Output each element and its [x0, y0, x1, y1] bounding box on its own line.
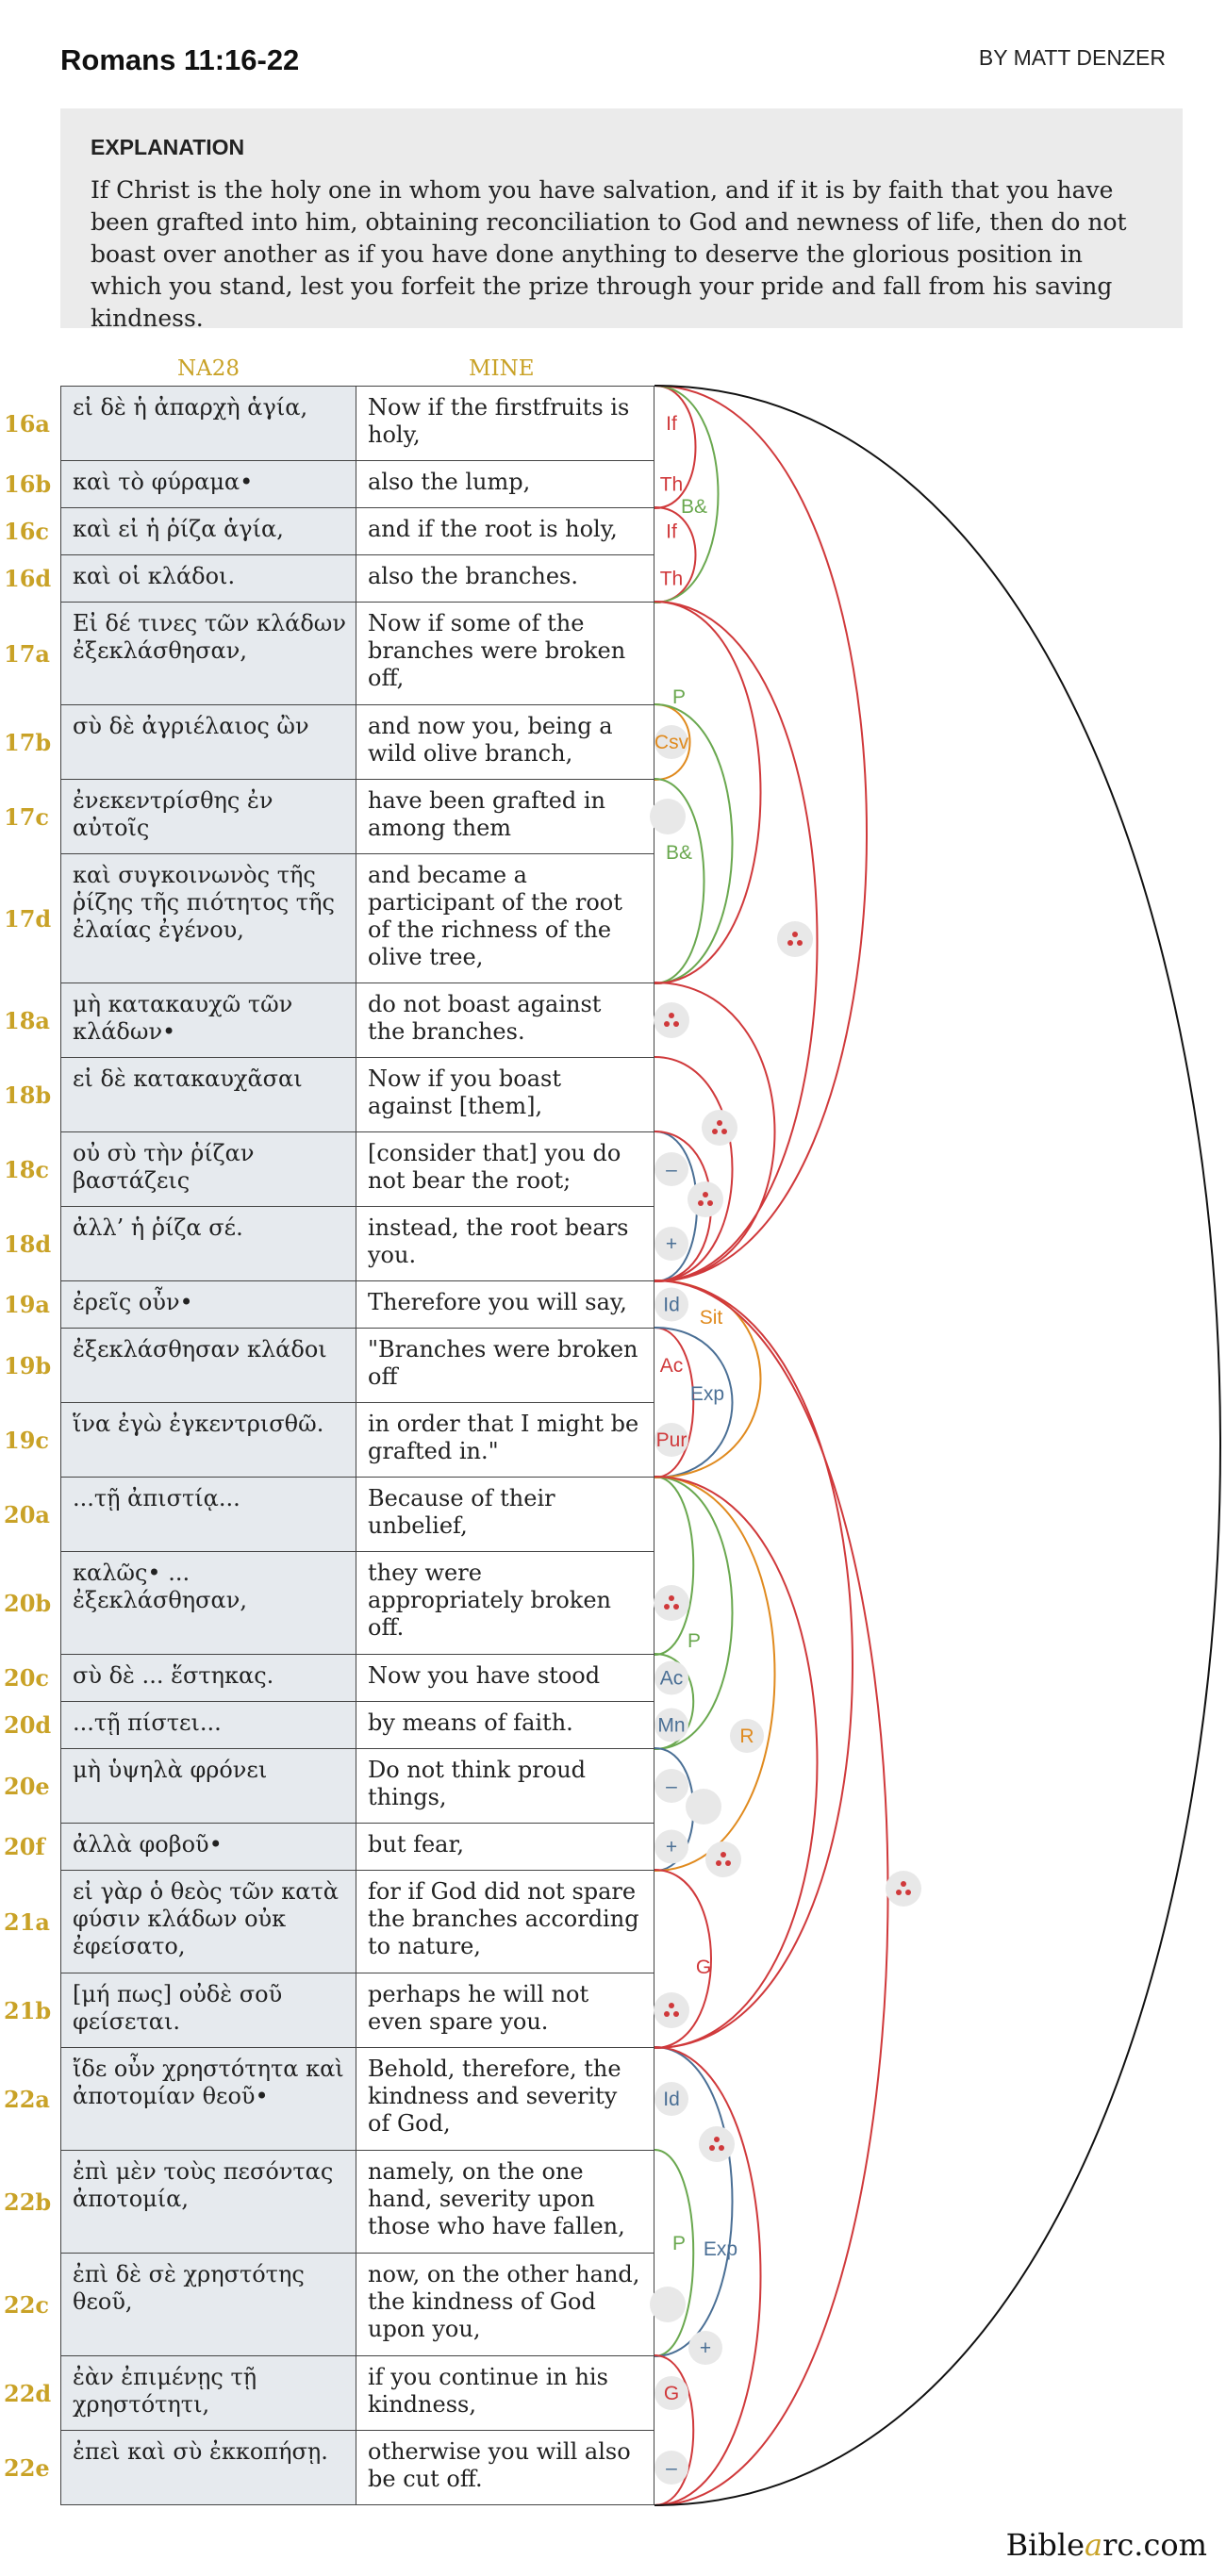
greek-cell: καλῶς• ... ἐξεκλάσθησαν, — [60, 1551, 356, 1655]
english-cell: and became a participant of the root of the richness of the olive tree, — [356, 853, 654, 983]
greek-cell: οὐ σὺ τὴν ῥίζαν βαστάζεις — [60, 1131, 356, 1207]
greek-cell: καὶ τὸ φύραμα• — [60, 460, 356, 508]
english-cell: Behold, therefore, the kindness and severity of God, — [356, 2047, 654, 2151]
english-cell: and if the root is holy, — [356, 507, 654, 555]
collapsed-node-icon[interactable] — [699, 2126, 735, 2162]
greek-cell: εἰ δὲ ἡ ἀπαρχὴ ἁγία, — [60, 386, 356, 461]
collapsed-node-icon[interactable] — [688, 1181, 723, 1217]
collapsed-node-icon[interactable] — [705, 1841, 741, 1877]
verse-label: 21b — [4, 1996, 52, 2024]
explanation-text: If Christ is the holy one in whom you have salvation, and if it is by faith that you have been grafted into him, obtaining reconciliation to God and newness of life, then do not boast over another as if you have done anything to deserve the glorious position in which you stand, lest you forfeit the prize through your pride and fall from his saving kindness. — [91, 176, 1127, 332]
column-header-greek: NA28 — [177, 356, 240, 381]
greek-cell: ἐὰν ἐπιμένῃς τῇ χρηστότητι, — [60, 2355, 356, 2431]
collapsed-node-dot — [673, 2011, 679, 2017]
verse-label: 16a — [4, 409, 50, 438]
greek-cell: ...τῇ πίστει... — [60, 1701, 356, 1749]
empty-node[interactable] — [650, 2287, 686, 2322]
english-cell: Do not think proud things, — [356, 1748, 654, 1824]
english-cell: otherwise you will also be cut off. — [356, 2430, 654, 2505]
verse-label: 22d — [4, 2379, 52, 2407]
collapsed-node-dot — [664, 1604, 670, 1610]
collapsed-node-dot — [703, 1192, 708, 1197]
greek-cell: ἐρεῖς οὖν• — [60, 1280, 356, 1329]
arc-label[interactable]: – — [666, 2457, 677, 2479]
arc-label[interactable]: If — [666, 413, 677, 435]
verse-label: 20b — [4, 1589, 52, 1617]
collapsed-node-dot — [709, 2145, 715, 2151]
english-cell: Because of their unbelief, — [356, 1477, 654, 1552]
verse-label: 22c — [4, 2290, 50, 2319]
biblearc-logo[interactable]: Biblearc.com — [1005, 2527, 1207, 2563]
greek-cell: ...τῇ ἀπιστίᾳ... — [60, 1477, 356, 1552]
arc-label[interactable]: B& — [665, 842, 693, 864]
arc-label[interactable]: G — [695, 1957, 712, 1978]
greek-cell: καὶ εἰ ἡ ῥίζα ἁγία, — [60, 507, 356, 555]
arc-label[interactable]: Th — [659, 568, 684, 590]
arc-label[interactable]: Ac — [659, 1355, 684, 1377]
english-cell: and now you, being a wild olive branch, — [356, 704, 654, 780]
arc-label[interactable]: Mn — [657, 1714, 686, 1737]
english-cell: perhaps he will not even spare you. — [356, 1973, 654, 2048]
arc-label[interactable]: P — [671, 2233, 687, 2254]
greek-cell: εἰ δὲ κατακαυχᾶσαι — [60, 1057, 356, 1132]
english-cell: Now if you boast against [them], — [356, 1057, 654, 1132]
greek-cell: ἀλλ’ ἡ ῥίζα σέ. — [60, 1206, 356, 1281]
english-cell: by means of faith. — [356, 1701, 654, 1749]
arc-line — [654, 1280, 853, 2048]
arc-label[interactable]: Pur — [655, 1429, 688, 1451]
collapsed-node-icon[interactable] — [654, 1002, 689, 1038]
collapsed-node-dot — [707, 1200, 713, 1206]
verse-label: 20d — [4, 1711, 52, 1739]
collapsed-node-dot — [721, 1129, 727, 1134]
verse-label: 18a — [4, 1006, 50, 1034]
arc-label[interactable]: + — [665, 1836, 678, 1858]
english-cell: but fear, — [356, 1823, 654, 1871]
verse-label: 22b — [4, 2188, 52, 2216]
verse-label: 20f — [4, 1833, 45, 1860]
arc-label[interactable]: Th — [659, 473, 684, 496]
collapsed-node-icon[interactable] — [702, 1110, 737, 1146]
main-arc — [654, 386, 1220, 2505]
collapsed-node-icon[interactable] — [886, 1871, 921, 1907]
greek-cell: μὴ κατακαυχῶ τῶν κλάδων• — [60, 983, 356, 1058]
english-cell: namely, on the one hand, severity upon those who have fallen, — [356, 2150, 654, 2254]
collapsed-node-dot — [721, 1852, 726, 1858]
collapsed-node-dot — [698, 1200, 704, 1206]
collapsed-node-dot — [664, 2011, 670, 2017]
verse-label: 19c — [4, 1426, 50, 1454]
greek-cell: καὶ οἱ κλάδοι. — [60, 554, 356, 603]
empty-node[interactable] — [650, 799, 686, 834]
collapsed-node-dot — [714, 2137, 720, 2142]
english-cell: also the lump, — [356, 460, 654, 508]
collapsed-node-icon[interactable] — [777, 921, 813, 957]
arc-label[interactable]: P — [671, 686, 687, 708]
verse-label: 22a — [4, 2085, 50, 2113]
verse-label: 21a — [4, 1907, 50, 1936]
verse-label: 22e — [4, 2453, 50, 2482]
greek-cell: καὶ συγκοινωνὸς τῆς ῥίζης τῆς πιότητος τῆς ἐλαίας ἐγένου, — [60, 853, 356, 983]
english-cell: for if God did not spare the branches according to nature, — [356, 1870, 654, 1973]
arc-label[interactable]: Exp — [703, 2238, 738, 2260]
arc-label[interactable]: R — [739, 1726, 754, 1747]
verse-label: 16c — [4, 518, 50, 545]
collapsed-node-dot — [673, 1021, 679, 1027]
greek-cell: Εἰ δέ τινες τῶν κλάδων ἐξεκλάσθησαν, — [60, 602, 356, 705]
greek-cell: σὺ δὲ ... ἕστηκας. — [60, 1654, 356, 1702]
english-cell: in order that I might be grafted in." — [356, 1402, 654, 1478]
arc-label[interactable]: G — [663, 2383, 680, 2404]
arc-label[interactable]: Csv — [654, 732, 689, 753]
arc-label[interactable]: Id — [663, 1294, 680, 1316]
english-cell: [consider that] you do not bear the root; — [356, 1131, 654, 1207]
page-title: Romans 11:16-22 — [60, 43, 300, 76]
author-credit: BY MATT DENZER — [978, 45, 1166, 70]
greek-cell: εἰ γὰρ ὁ θεὸς τῶν κατὰ φύσιν κλάδων οὐκ ἐφείσατο, — [60, 1870, 356, 1973]
arc-label[interactable]: – — [666, 1159, 677, 1181]
explanation-heading: EXPLANATION — [91, 135, 245, 159]
english-cell: do not boast against the branches. — [356, 983, 654, 1058]
arc-label[interactable]: B& — [680, 496, 708, 518]
arc-label[interactable]: Exp — [689, 1383, 725, 1405]
verse-label: 18b — [4, 1081, 52, 1109]
collapsed-node-dot — [719, 2145, 724, 2151]
greek-cell: ἐπὶ δὲ σὲ χρηστότης θεοῦ, — [60, 2253, 356, 2356]
english-cell: "Branches were broken off — [356, 1328, 654, 1403]
arc-line — [654, 386, 867, 1281]
arc-label[interactable]: Ac — [659, 1667, 684, 1690]
verse-label: 16b — [4, 471, 52, 498]
english-cell: Now if the firstfruits is holy, — [356, 386, 654, 461]
verse-label: 18c — [4, 1155, 50, 1183]
collapsed-node-dot — [905, 1890, 911, 1895]
collapsed-node-dot — [669, 1595, 674, 1601]
verse-label: 17d — [4, 904, 52, 933]
greek-cell: ἵνα ἐγὼ ἐγκεντρισθῶ. — [60, 1402, 356, 1478]
arc-label[interactable]: + — [665, 1233, 678, 1255]
collapsed-node-dot — [725, 1860, 731, 1866]
english-cell: Now if some of the branches were broken off, — [356, 602, 654, 705]
english-cell: Therefore you will say, — [356, 1280, 654, 1329]
english-cell: Now you have stood — [356, 1654, 654, 1702]
verse-label: 16d — [4, 565, 52, 592]
arc-label[interactable]: – — [666, 1775, 677, 1797]
arc-label[interactable]: P — [687, 1630, 702, 1652]
verse-label: 19a — [4, 1291, 50, 1318]
greek-cell: ἐνεκεντρίσθης ἐν αὐτοῖς — [60, 779, 356, 854]
arc-line — [654, 1477, 693, 1655]
arc-line — [654, 602, 761, 983]
arc-label[interactable]: If — [666, 520, 677, 543]
english-cell: have been grafted in among them — [356, 779, 654, 854]
english-cell: instead, the root bears you. — [356, 1206, 654, 1281]
verse-label: 18d — [4, 1230, 52, 1258]
collapsed-node-dot — [792, 932, 798, 937]
verse-label: 20a — [4, 1500, 50, 1528]
arc-line — [654, 1477, 818, 2048]
verse-label: 17a — [4, 639, 50, 668]
verse-label: 20c — [4, 1664, 50, 1692]
english-cell: also the branches. — [356, 554, 654, 603]
greek-cell: ἴδε οὖν χρηστότητα καὶ ἀποτομίαν θεοῦ• — [60, 2047, 356, 2151]
verse-label: 19b — [4, 1351, 52, 1379]
english-cell: now, on the other hand, the kindness of God upon you, — [356, 2253, 654, 2356]
collapsed-node-icon[interactable] — [654, 1992, 689, 2028]
collapsed-node-dot — [787, 940, 793, 946]
english-cell: they were appropriately broken off. — [356, 1551, 654, 1655]
collapsed-node-dot — [669, 1013, 674, 1018]
arc-line — [654, 1280, 888, 2505]
greek-cell: ἐπὶ μὲν τοὺς πεσόντας ἀποτομία, — [60, 2150, 356, 2254]
greek-cell: [μή πως] οὐδὲ σοῦ φείσεται. — [60, 1973, 356, 2048]
collapsed-node-dot — [712, 1129, 718, 1134]
collapsed-node-dot — [901, 1881, 906, 1887]
verse-label: 17b — [4, 728, 52, 756]
greek-cell: ἐπεὶ καὶ σὺ ἐκκοπήσῃ. — [60, 2430, 356, 2505]
collapsed-node-dot — [673, 1604, 679, 1610]
collapsed-node-dot — [664, 1021, 670, 1027]
arc-label[interactable]: Id — [663, 2089, 680, 2110]
collapsed-node-dot — [716, 1860, 721, 1866]
collapsed-node-icon[interactable] — [654, 1585, 689, 1621]
arc-label[interactable]: + — [699, 2337, 712, 2359]
greek-cell: ἐξεκλάσθησαν κλάδοι — [60, 1328, 356, 1403]
english-cell: if you continue in his kindness, — [356, 2355, 654, 2431]
empty-node[interactable] — [686, 1789, 721, 1825]
arc-label[interactable]: Sit — [699, 1307, 723, 1329]
collapsed-node-dot — [797, 940, 803, 946]
greek-cell: ἀλλὰ φοβοῦ• — [60, 1823, 356, 1871]
column-header-english: MINE — [469, 356, 535, 381]
collapsed-node-dot — [717, 1120, 722, 1126]
verse-label: 17c — [4, 802, 50, 831]
verse-label: 20e — [4, 1772, 50, 1800]
collapsed-node-dot — [669, 2003, 674, 2008]
collapsed-node-dot — [896, 1890, 902, 1895]
greek-cell: μὴ ὑψηλὰ φρόνει — [60, 1748, 356, 1824]
greek-cell: σὺ δὲ ἀγριέλαιος ὢν — [60, 704, 356, 780]
